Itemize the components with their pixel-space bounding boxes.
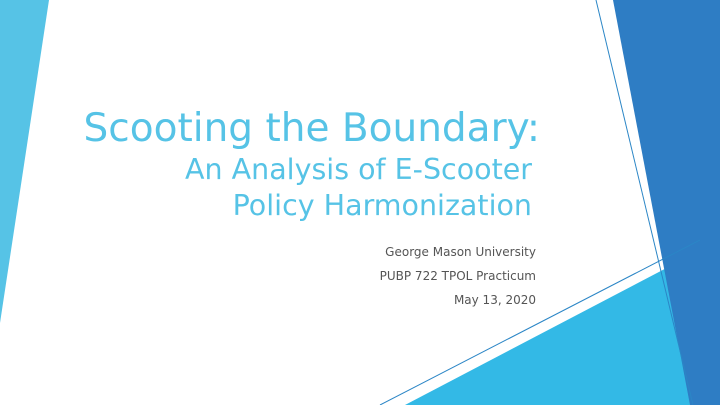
date-text: May 13, 2020 bbox=[453, 293, 536, 307]
course-text: PUBP 722 TPOL Practicum bbox=[379, 269, 536, 283]
title-line-3: Policy Harmonization bbox=[232, 189, 532, 222]
institution-text: George Mason University bbox=[385, 245, 536, 259]
slide-subtitle bbox=[0, 240, 536, 312]
title-line-1: Scooting the Boundary: bbox=[83, 106, 540, 151]
slide-title bbox=[0, 106, 540, 224]
title-line-2: An Analysis of E-Scooter bbox=[185, 153, 532, 186]
